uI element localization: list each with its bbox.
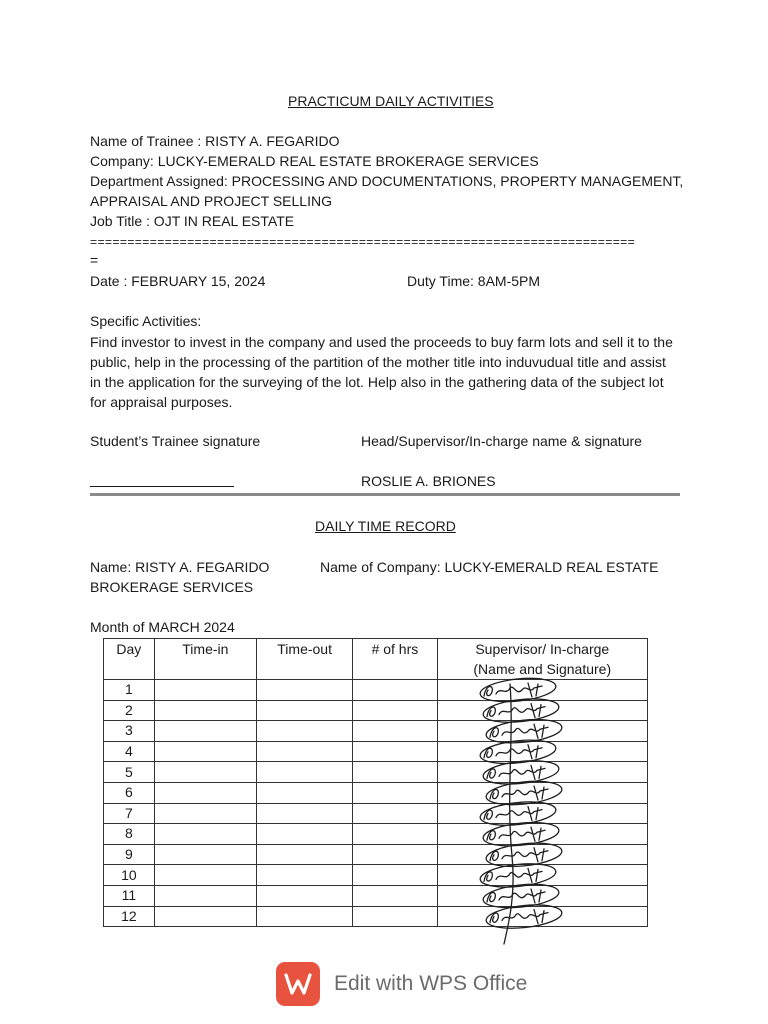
hours-cell (353, 762, 437, 783)
time-out-cell (256, 844, 352, 865)
time-in-cell (154, 865, 256, 886)
day-cell: 8 (104, 824, 155, 845)
time-out-cell (256, 782, 352, 803)
time-in-cell (154, 700, 256, 721)
hours-cell (353, 680, 437, 701)
table-row (104, 906, 648, 927)
time-in-cell (154, 680, 256, 701)
col-supervisor (437, 639, 647, 680)
signature-cell (437, 680, 647, 701)
job-title: Job Title : OJT IN REAL ESTATE (90, 213, 295, 229)
hours-cell (353, 803, 437, 824)
signature-cell (437, 824, 647, 845)
day-cell: 1 (104, 680, 155, 701)
dtr-title: DAILY TIME RECORD (315, 518, 456, 534)
signature-cell (437, 906, 647, 927)
day-cell: 3 (104, 721, 155, 742)
hours-cell (353, 885, 437, 906)
hours-cell (353, 865, 437, 886)
day-cell: 4 (104, 741, 155, 762)
table-row (104, 721, 648, 742)
table-header-row (104, 639, 648, 680)
time-out-cell (256, 865, 352, 886)
table-row (104, 741, 648, 762)
table-row (104, 865, 648, 886)
supervisor-name: ROSLIE A. BRIONES (361, 473, 496, 489)
day-cell: 9 (104, 844, 155, 865)
time-in-cell (154, 782, 256, 803)
time-out-cell (256, 885, 352, 906)
signature-cell (437, 700, 647, 721)
table-row (104, 782, 648, 803)
col-day: Day (104, 639, 155, 680)
signature-cell (437, 885, 647, 906)
dtr-month: Month of MARCH 2024 (90, 619, 235, 635)
signature-cell (437, 844, 647, 865)
table-row (104, 762, 648, 783)
time-in-cell (154, 762, 256, 783)
col-time-in: Time-in (154, 639, 256, 680)
time-out-cell (256, 762, 352, 783)
signature-cell (437, 762, 647, 783)
hours-cell (353, 844, 437, 865)
time-out-cell (256, 803, 352, 824)
day-cell: 5 (104, 762, 155, 783)
department-line-2: APPRAISAL AND PROJECT SELLING (90, 193, 332, 209)
table-row (104, 803, 648, 824)
time-in-cell (154, 824, 256, 845)
col-time-out: Time-out (256, 639, 352, 680)
day-cell: 2 (104, 700, 155, 721)
table-row (104, 844, 648, 865)
day-cell: 11 (104, 885, 155, 906)
duty-time: Duty Time: 8AM-5PM (407, 273, 541, 289)
col-supervisor-label: Supervisor/ In-charge (475, 641, 610, 657)
hours-cell (353, 906, 437, 927)
trainee-name: Name of Trainee : RISTY A. FEGARIDO (90, 133, 340, 149)
department-line-1: Department Assigned: PROCESSING AND DOCUMENTATIONS, PROPERTY MANAGEMENT, (90, 173, 684, 189)
table-row (104, 885, 648, 906)
table-row (104, 700, 648, 721)
signature-cell (437, 782, 647, 803)
wps-watermark-text: Edit with WPS Office (334, 972, 528, 995)
activities-text: Find investor to invest in the company and used the proceeds to buy farm lots and sell it to the public, help in the processing of the partition of the mother title into induvudual title and assist in the application for the surveying of the lot. Help also in the gathering data of the subject lot for appraisal purposes. (90, 334, 673, 410)
time-out-cell (256, 721, 352, 742)
separator-tail: = (90, 252, 99, 268)
table-row (104, 824, 648, 845)
wps-logo-icon (276, 962, 320, 1006)
dtr-company: Name of Company: LUCKY-EMERALD REAL ESTATE (320, 559, 659, 575)
time-in-cell (154, 885, 256, 906)
time-in-cell (154, 741, 256, 762)
date: Date : FEBRUARY 15, 2024 (90, 273, 266, 289)
col-hours: # of hrs (353, 639, 437, 680)
separator-line: ========================================================================= (90, 235, 636, 249)
day-cell: 6 (104, 782, 155, 803)
time-out-cell (256, 741, 352, 762)
hours-cell (353, 721, 437, 742)
col-supervisor-sub: (Name and Signature) (473, 661, 612, 677)
page-title: PRACTICUM DAILY ACTIVITIES (288, 93, 494, 109)
signature-cell (437, 741, 647, 762)
time-record-table (103, 638, 648, 927)
time-out-cell (256, 824, 352, 845)
company-name: Company: LUCKY-EMERALD REAL ESTATE BROKERAGE SERVICES (90, 153, 539, 169)
day-cell: 12 (104, 906, 155, 927)
hours-cell (353, 782, 437, 803)
time-in-cell (154, 803, 256, 824)
wps-watermark[interactable] (276, 962, 527, 1006)
hours-cell (353, 741, 437, 762)
day-cell: 10 (104, 865, 155, 886)
signature-cell (437, 865, 647, 886)
time-out-cell (256, 680, 352, 701)
dtr-name: Name: RISTY A. FEGARIDO (90, 559, 270, 575)
section-divider (90, 493, 680, 496)
activities-label: Specific Activities: (90, 313, 202, 329)
time-in-cell (154, 721, 256, 742)
time-in-cell (154, 906, 256, 927)
hours-cell (353, 824, 437, 845)
time-in-cell (154, 844, 256, 865)
supervisor-signature-label: Head/Supervisor/In-charge name & signature (361, 433, 642, 449)
dtr-company-cont: BROKERAGE SERVICES (90, 579, 254, 595)
signature-cell (437, 721, 647, 742)
table-row (104, 680, 648, 701)
hours-cell (353, 700, 437, 721)
time-out-cell (256, 906, 352, 927)
signature-cell (437, 803, 647, 824)
student-signature-label: Student’s Trainee signature (90, 433, 261, 449)
student-signature-line (90, 486, 234, 487)
time-out-cell (256, 700, 352, 721)
day-cell: 7 (104, 803, 155, 824)
